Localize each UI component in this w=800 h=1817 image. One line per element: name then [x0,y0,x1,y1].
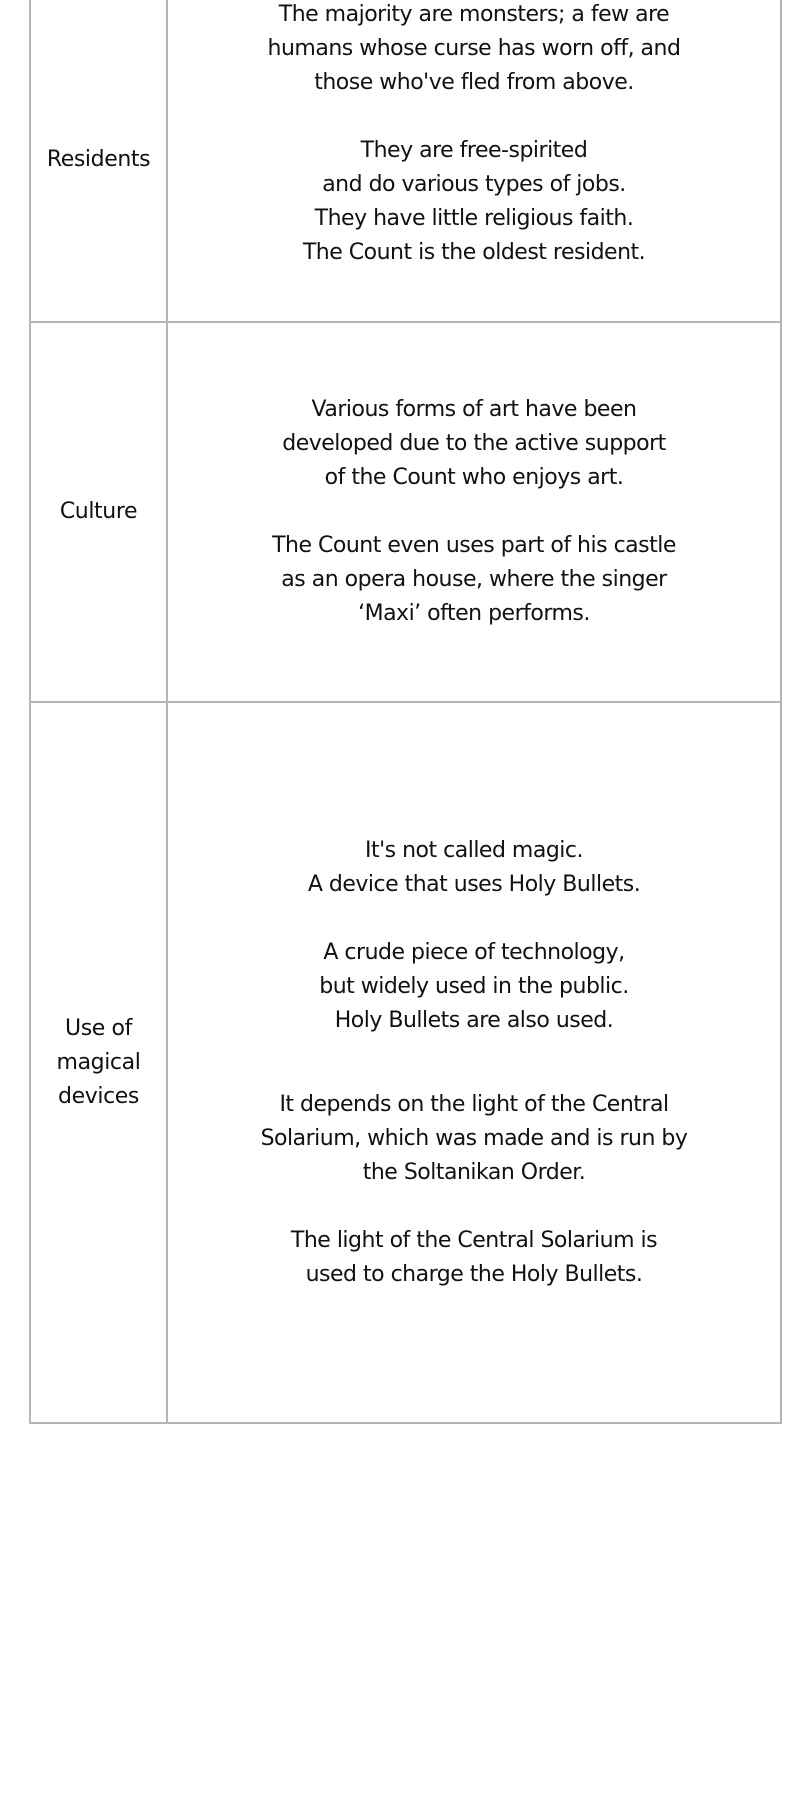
description-cell [167,0,781,322]
label-cell [30,0,167,322]
description-paragraph: They are free-spirited and do various types of jobs. They have little religious faith. The Count is the oldest resident. [302,138,646,265]
label-cell [30,702,167,1423]
description-paragraph: It depends on the light of the Central Solarium, which was made and is run by the Soltanikan Order. [260,1091,688,1185]
description-paragraph: A crude piece of technology, but widely used in the public. Holy Bullets are also used. [319,939,629,1033]
info-table [29,0,782,1424]
description-cell [167,322,781,702]
description-paragraph: Various forms of art have been developed due to the active support of the Count who enjoys art. [282,397,666,490]
row-label-culture: Culture [59,499,138,524]
description-paragraph: The Count even uses part of his castle as an opera house, where the singer ‘Maxi’ often performs. [272,533,676,626]
description-paragraph: It's not called magic. A device that uses Holy Bullets. [307,837,641,897]
label-cell [30,322,167,702]
row-label-magical-devices: Use of magical devices [56,1015,141,1109]
description-paragraph: The light of the Central Solarium is used to charge the Holy Bullets. [290,1227,658,1287]
description-cell [167,702,781,1423]
description-paragraph: The majority are monsters; a few are humans whose curse has worn off, and those who've fled from above. [267,2,681,95]
row-label-residents: Residents [46,146,151,172]
table-row-residents [30,0,781,322]
table-row-magical-devices [30,702,781,1423]
table-row-culture [30,322,781,702]
